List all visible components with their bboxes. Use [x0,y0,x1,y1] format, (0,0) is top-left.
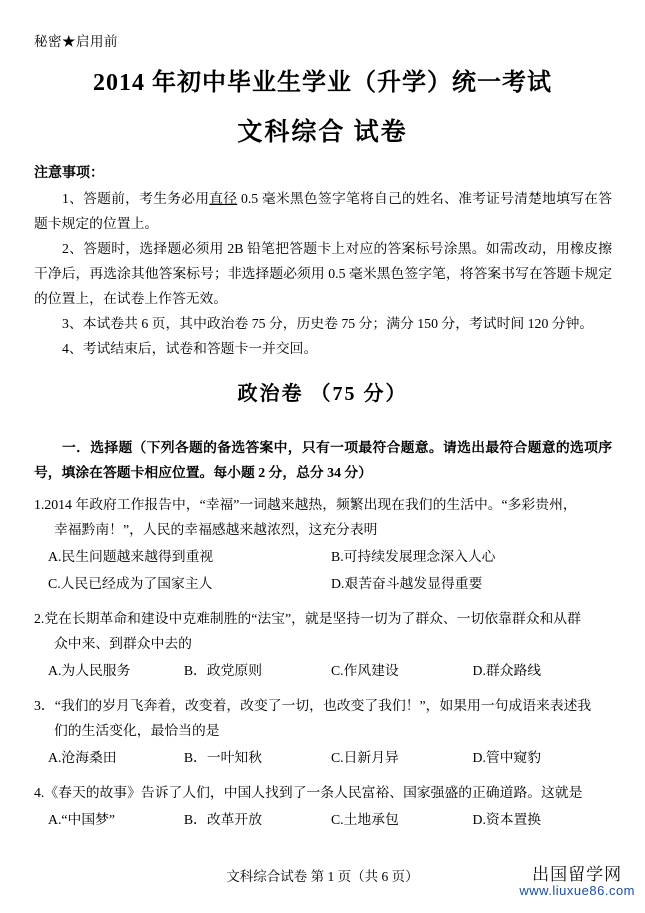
watermark-title: 出国留学网 [532,864,623,884]
question-list [34,492,614,842]
question-text-line-2: 幸福黔南！”，人民的幸福感越来越浓烈，这充分表明 [54,522,378,537]
option-row [34,571,614,596]
option-a[interactable]: A.为人民服务 [48,663,131,678]
question-number: 4. [34,785,45,800]
option-b[interactable]: B．一叶知秋 [183,750,263,765]
question-text-line-1: 党在长期革命和建设中克难制胜的“法宝”，就是坚持一切为了群众、一切依靠群众和从群 [44,611,581,626]
watermark-url: www.liuxue86.com [519,883,635,899]
notice-item-3: 3、本试卷共 6 页，其中政治卷 75 分，历史卷 75 分；满分 150 分，考试时间 120 分钟。 [62,316,594,331]
option-a[interactable]: A.“中国梦” [48,812,116,827]
option-c[interactable]: C.日新月异 [330,750,399,765]
option-a[interactable]: A.民生问题越来越得到重视 [48,549,214,564]
option-d[interactable]: D.管中窥豹 [472,750,542,765]
question-stem [34,606,614,656]
secret-mark: 秘密★启用前 [34,34,118,49]
question-item [34,606,614,683]
page-title: 2014 年初中毕业生学业（升学）统一考试 [93,70,552,96]
option-row [34,807,614,832]
part-one-instructions: 一．选择题（下列各题的备选答案中，只有一项最符合题意。请选出最符合题意的选项序号，填涂在答题卡相应位置。每小题 2 分，总分 34 分） [34,440,612,480]
option-row [34,544,614,569]
question-number: 2. [34,611,45,626]
option-row [34,658,614,683]
option-d[interactable]: D.群众路线 [472,663,542,678]
notice-item-1: 1、答题前，考生务必用直径 0.5 毫米黑色签字笔将自己的姓名、准考证号清楚地填写在答题卡规定的位置上。 [34,191,612,231]
notice-item-4: 4、考试结束后，试卷和答题卡一并交回。 [62,341,318,356]
option-c[interactable]: C.人民已经成为了国家主人 [48,576,213,591]
question-item [34,492,614,596]
subject-title: 文科综合 试卷 [237,119,408,146]
question-item [34,693,614,770]
option-d[interactable]: D.资本置换 [472,812,542,827]
option-d[interactable]: D.艰苦奋斗越发显得重要 [331,576,483,591]
question-stem [34,693,614,743]
watermark [519,865,635,899]
question-text-line-1: 2014 年政府工作报告中，“幸福”一词越来越热，频繁出现在我们的生活中。“多彩贵州， [44,497,577,512]
section-title: 政治卷 （75 分） [237,383,408,405]
option-b[interactable]: B．政党原则 [183,663,263,678]
option-b[interactable]: B．改革开放 [183,812,263,827]
question-stem [34,492,614,542]
question-number: 3． [34,698,55,713]
option-row [34,745,614,770]
question-text-line-1: “我们的岁月飞奔着，改变着，改变了一切，也改变了我们！”，如果用一句成语来表述我 [54,698,592,713]
option-c[interactable]: C.土地承包 [330,812,399,827]
question-text-line-2: 们的生活变化，最恰当的是 [54,723,220,738]
question-text-line-2: 众中来、到群众中去的 [54,636,192,651]
question-text-line-1: 《春天的故事》告诉了人们，中国人找到了一条人民富裕、国家强盛的正确道路。这就是 [44,785,583,800]
notice-heading: 注意事项： [34,166,104,181]
notice-list [34,186,612,361]
option-b[interactable]: B.可持续发展理念深入人心 [331,549,496,564]
notice-item-2: 2、答题时，选择题必须用 2B 铅笔把答题卡上对应的答案标号涂黑。如需改动，用橡皮擦干净后，再选涂其他答案标号；非选择题必须用 0.5 毫米黑色签字笔，将答案书写在答题卡规定的位置上，在试卷上作答无效。 [34,241,612,306]
option-c[interactable]: C.作风建设 [330,663,399,678]
question-item [34,780,614,832]
option-a[interactable]: A.沧海桑田 [48,750,117,765]
page-footer: 文科综合试卷 第 1 页（共 6 页） [226,869,419,884]
question-number: 1. [34,497,45,512]
question-stem [34,780,614,805]
